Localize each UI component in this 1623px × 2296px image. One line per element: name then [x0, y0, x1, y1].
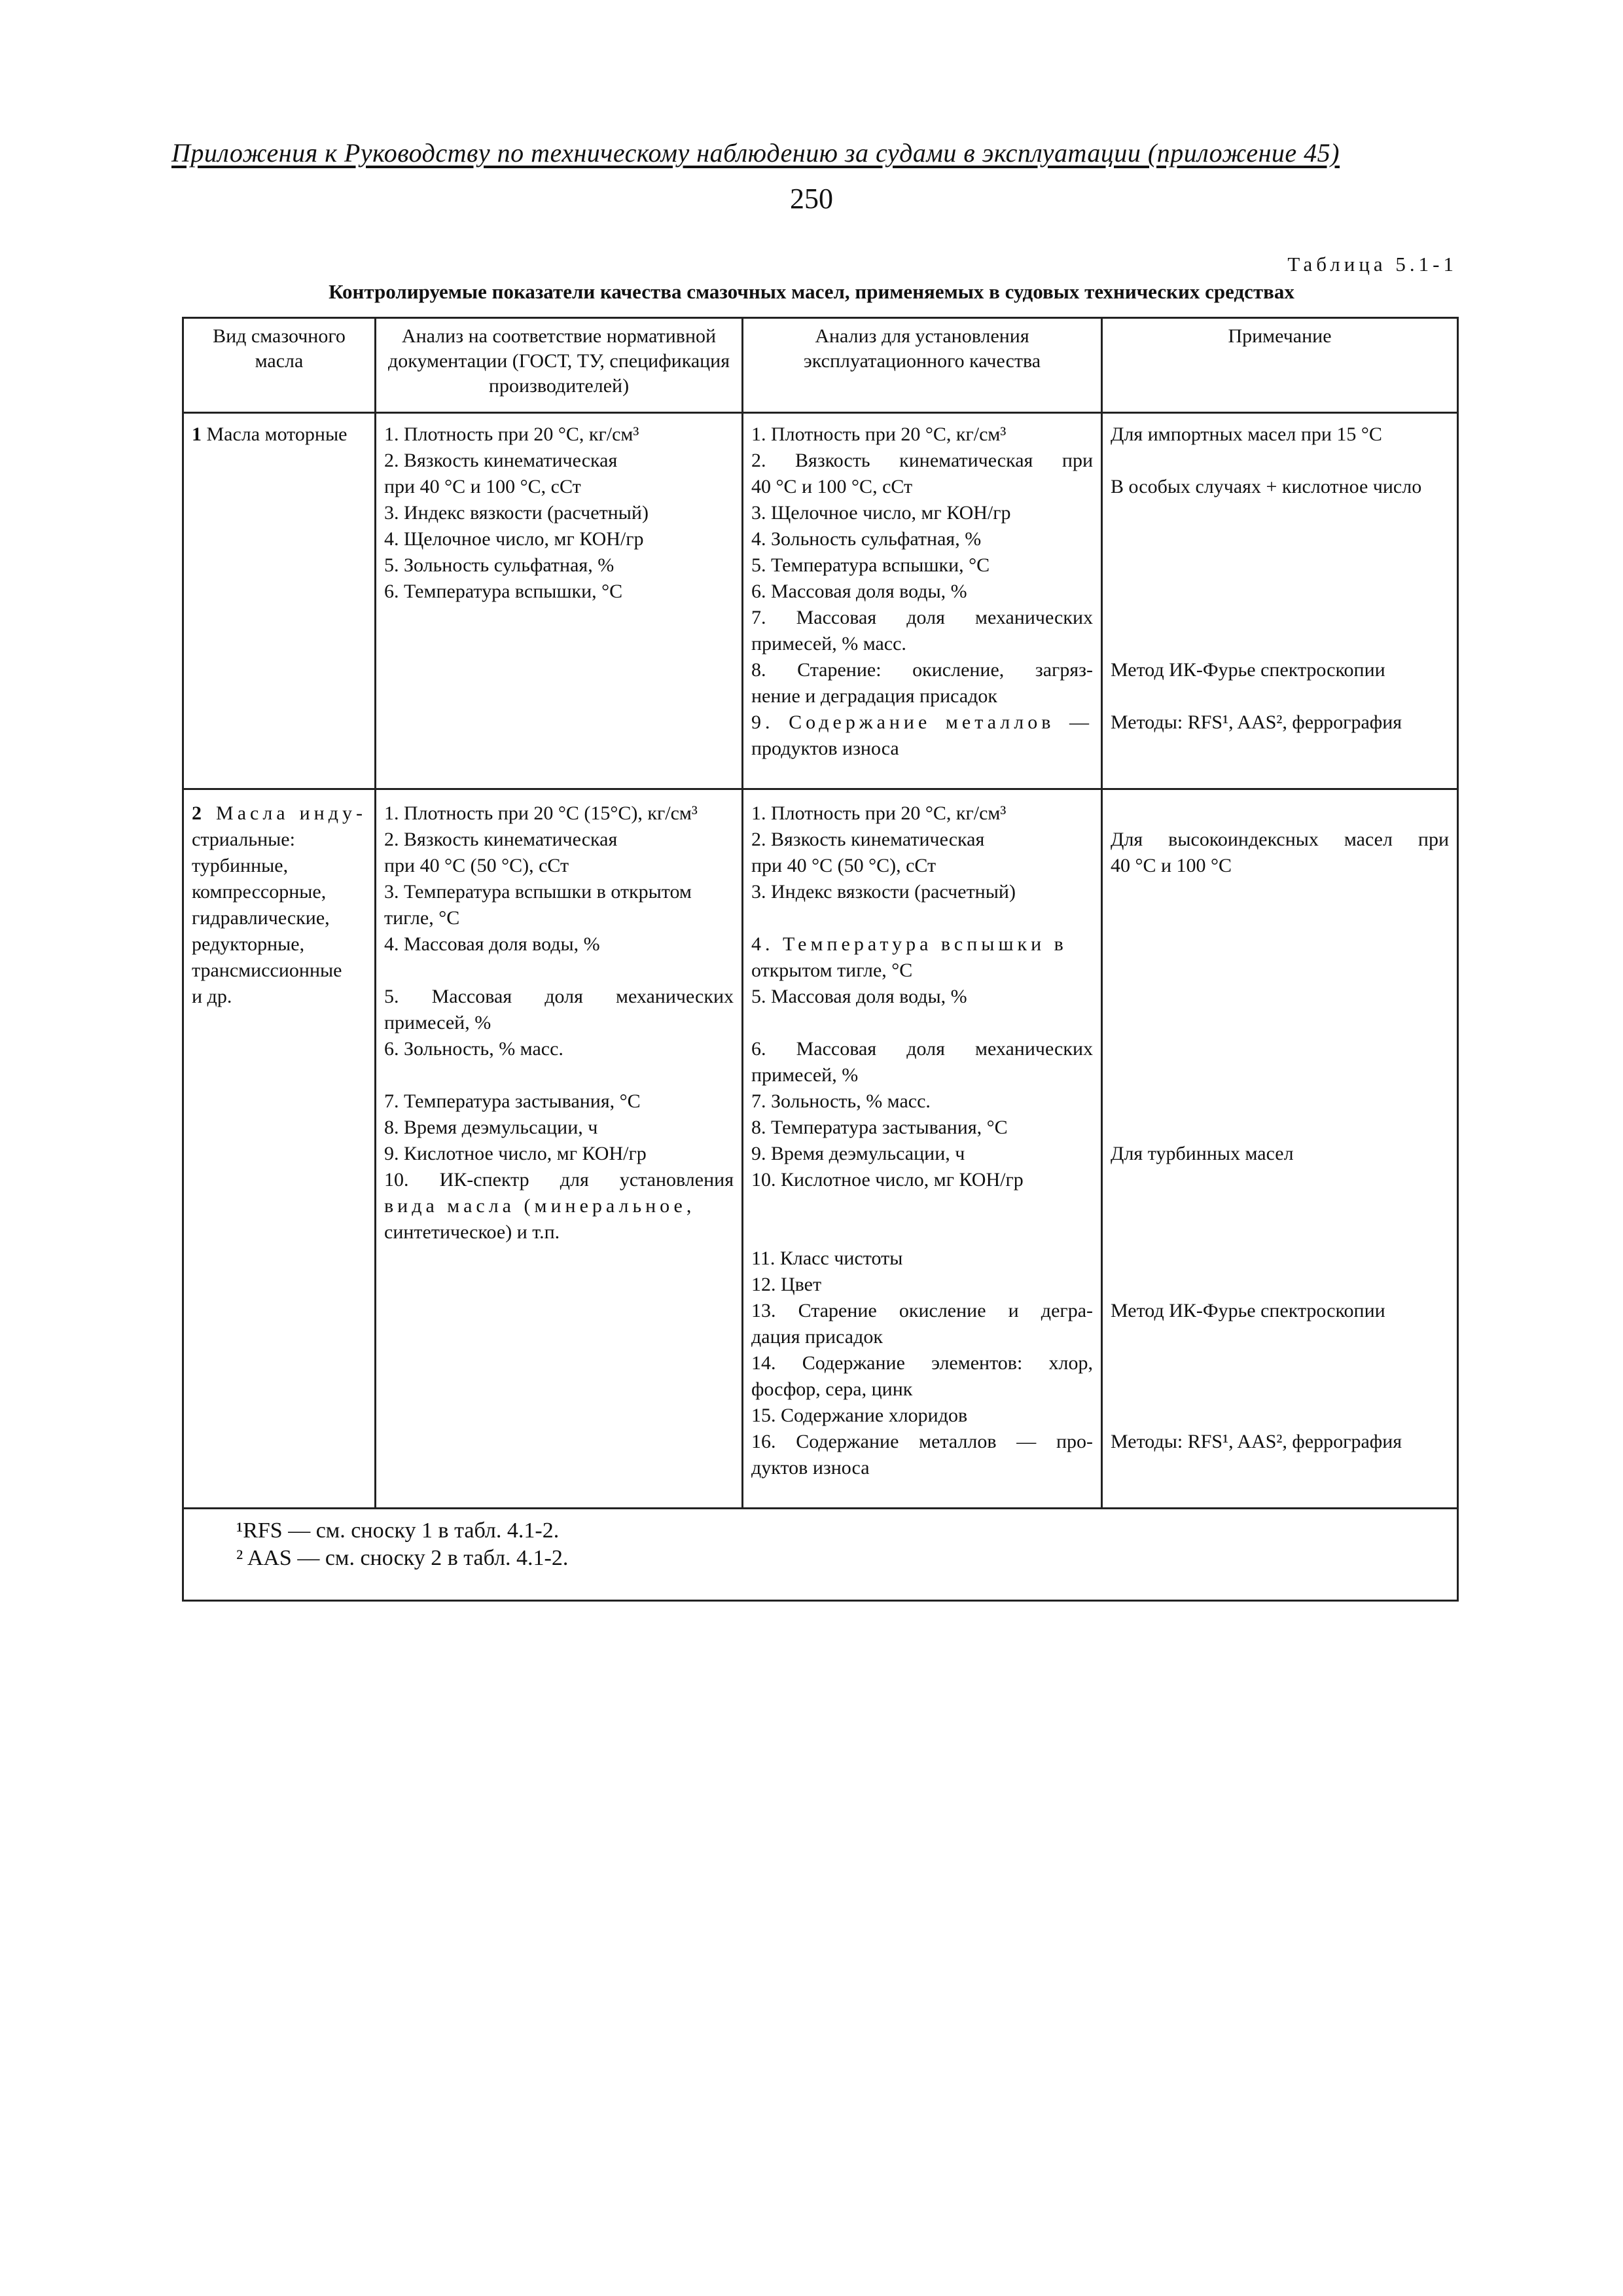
table-row-industrial-oils — [183, 789, 1458, 1509]
blank-line — [384, 1062, 734, 1088]
blank-line — [1111, 800, 1449, 827]
table-footnotes-row — [183, 1509, 1458, 1601]
note-cell — [1102, 789, 1458, 1509]
normative-line: 3. Температура вспышки в открытом — [384, 881, 692, 903]
category-number: 1 — [192, 423, 202, 445]
blank-line — [1111, 1115, 1449, 1141]
blank-line — [1111, 605, 1449, 631]
category-line: стриальные: — [192, 829, 295, 850]
operational-line: дация присадок — [751, 1326, 883, 1348]
normative-line: синтетическое) и т.п. — [384, 1221, 560, 1243]
normative-line: 1. Плотность при 20 °С (15°С), кг/см³ — [384, 802, 698, 824]
normative-line: тигле, °С — [384, 907, 460, 929]
note-line: 40 °С и 100 °С — [1111, 855, 1232, 876]
normative-line: 6. Температура вспышки, °С — [384, 581, 623, 602]
blank-line — [1111, 1193, 1449, 1219]
note-line: Методы: RFS¹, AAS², феррография — [1111, 711, 1402, 733]
page-number: 250 — [790, 183, 833, 215]
operational-line: 6. Массовая доля воды, % — [751, 581, 967, 602]
blank-line — [1111, 1324, 1449, 1350]
normative-line: примесей, % — [384, 1012, 491, 1033]
note-line: Для импортных масел при 15 °С — [1111, 423, 1382, 445]
operational-line: примесей, % масс. — [751, 633, 906, 655]
operational-line: 3. Индекс вязкости (расчетный) — [751, 881, 1016, 903]
operational-line: 8. Температура застывания, °С — [751, 1117, 1008, 1138]
blank-line — [1111, 631, 1449, 657]
blank-line — [1111, 984, 1449, 1010]
operational-line: продуктов износа — [751, 738, 899, 759]
blank-line — [1111, 448, 1449, 474]
blank-line — [1111, 879, 1449, 905]
note-line: Методы: RFS¹, AAS², феррография — [1111, 1431, 1402, 1452]
normative-line: 10. ИК-спектр для установления — [384, 1169, 734, 1191]
normative-line: 3. Индекс вязкости (расчетный) — [384, 502, 649, 524]
operational-line: 4. Температура вспышки в — [751, 933, 1067, 955]
blank-line — [1111, 1010, 1449, 1036]
blank-line — [751, 1193, 1093, 1219]
operational-line: 5. Массовая доля воды, % — [751, 986, 967, 1007]
operational-line: 1. Плотность при 20 °С, кг/см³ — [751, 423, 1007, 445]
operational-line: 3. Щелочное число, мг КОН/гр — [751, 502, 1011, 524]
blank-line — [1111, 579, 1449, 605]
blank-line — [751, 1219, 1093, 1246]
blank-line — [1111, 905, 1449, 931]
operational-line: фосфор, сера, цинк — [751, 1378, 913, 1400]
operational-line: 1. Плотность при 20 °С, кг/см³ — [751, 802, 1007, 824]
operational-line: 7. Массовая доля механических — [751, 607, 1093, 628]
blank-line — [1111, 1246, 1449, 1272]
category-line: компрессорные, — [192, 881, 327, 903]
footnote-rfs: ¹RFS — см. сноску 1 в табл. 4.1-2. — [236, 1518, 560, 1543]
operational-line: 9. Время деэмульсации, ч — [751, 1143, 965, 1164]
operational-analysis-cell — [743, 413, 1102, 789]
operational-line: 11. Класс чистоты — [751, 1247, 903, 1269]
blank-line — [1111, 683, 1449, 709]
blank-line — [1111, 552, 1449, 579]
operational-line: 9. Содержание металлов — — [751, 711, 1093, 733]
blank-line — [1111, 1036, 1449, 1062]
blank-line — [1111, 500, 1449, 526]
operational-line: 4. Зольность сульфатная, % — [751, 528, 982, 550]
operational-line: 6. Массовая доля механических — [751, 1038, 1093, 1060]
footnote-aas: ² AAS — см. сноску 2 в табл. 4.1-2. — [236, 1546, 569, 1570]
note-line: Для высокоиндексных масел при — [1111, 829, 1449, 850]
blank-line — [384, 958, 734, 984]
category-line: и др. — [192, 986, 232, 1007]
column-header-note: Примечание — [1102, 318, 1458, 413]
note-cell — [1102, 413, 1458, 789]
blank-line — [1111, 526, 1449, 552]
operational-line: при 40 °С (50 °С), сСт — [751, 855, 936, 876]
normative-line: 8. Время деэмульсации, ч — [384, 1117, 598, 1138]
footnotes-cell — [183, 1509, 1458, 1601]
normative-line: при 40 °С (50 °С), сСт — [384, 855, 569, 876]
blank-line — [1111, 958, 1449, 984]
operational-line: 8. Старение: окисление, загряз- — [751, 659, 1093, 681]
normative-analysis-cell — [376, 413, 743, 789]
category-label: Масла инду- — [205, 802, 366, 824]
blank-line — [1111, 1062, 1449, 1088]
blank-line — [1111, 1376, 1449, 1403]
operational-line: 40 °С и 100 °С, сСт — [751, 476, 913, 497]
normative-line: 1. Плотность при 20 °С, кг/см³ — [384, 423, 639, 445]
column-header-operational-analysis: Анализ для установления эксплуатационного качества — [743, 318, 1102, 413]
blank-line — [1111, 931, 1449, 958]
column-header-oil-type: Вид смазочного масла — [183, 318, 376, 413]
normative-line: 7. Температура застывания, °С — [384, 1090, 641, 1112]
operational-line: 12. Цвет — [751, 1274, 822, 1295]
operational-line: 10. Кислотное число, мг КОН/гр — [751, 1169, 1024, 1191]
operational-line: 13. Старение окисление и дегра- — [751, 1300, 1093, 1321]
operational-line: 16. Содержание металлов — про- — [751, 1431, 1093, 1452]
quality-indicators-table — [182, 317, 1459, 1602]
category-line — [192, 800, 366, 827]
category-label: Масла моторные — [202, 423, 348, 445]
table-title: Контролируемые показатели качества смазочных масел, применяемых в судовых технических средствах — [329, 280, 1294, 303]
note-line: Метод ИК-Фурье спектроскопии — [1111, 1300, 1385, 1321]
blank-line — [1111, 1167, 1449, 1193]
operational-line: дуктов износа — [751, 1457, 870, 1479]
note-line: В особых случаях + кислотное число — [1111, 476, 1422, 497]
blank-line — [1111, 1403, 1449, 1429]
operational-analysis-cell — [743, 789, 1102, 1509]
blank-line — [1111, 1219, 1449, 1246]
normative-line: при 40 °С и 100 °С, сСт — [384, 476, 581, 497]
normative-line: 4. Щелочное число, мг КОН/гр — [384, 528, 644, 550]
blank-line — [1111, 1350, 1449, 1376]
blank-line — [1111, 1088, 1449, 1115]
operational-line: открытом тигле, °С — [751, 960, 913, 981]
blank-line — [751, 905, 1093, 931]
normative-line: 5. Зольность сульфатная, % — [384, 554, 615, 576]
normative-line: 6. Зольность, % масс. — [384, 1038, 563, 1060]
note-line: Метод ИК-Фурье спектроскопии — [1111, 659, 1385, 681]
category-line — [192, 422, 366, 448]
normative-analysis-cell — [376, 789, 743, 1509]
operational-line: 5. Температура вспышки, °С — [751, 554, 990, 576]
oil-category-cell — [183, 413, 376, 789]
category-number: 2 — [192, 802, 205, 824]
operational-line: 14. Содержание элементов: хлор, — [751, 1352, 1093, 1374]
blank-line — [1111, 1272, 1449, 1298]
operational-line: примесей, % — [751, 1064, 859, 1086]
operational-line: 7. Зольность, % масс. — [751, 1090, 931, 1112]
category-line: турбинные, — [192, 855, 289, 876]
normative-line: 4. Массовая доля воды, % — [384, 933, 600, 955]
category-line: редукторные, — [192, 933, 305, 955]
normative-line: 9. Кислотное число, мг КОН/гр — [384, 1143, 647, 1164]
operational-line: 2. Вязкость кинематическая — [751, 829, 985, 850]
operational-line: 2. Вязкость кинематическая при — [751, 450, 1093, 471]
normative-line: 5. Массовая доля механических — [384, 986, 734, 1007]
note-line: Для турбинных масел — [1111, 1143, 1294, 1164]
column-header-normative-analysis: Анализ на соответствие нормативной документации (ГОСТ, ТУ, спецификация производителей) — [376, 318, 743, 413]
operational-line: 15. Содержание хлоридов — [751, 1405, 968, 1426]
table-label: Таблица 5.1-1 — [1287, 253, 1457, 276]
normative-line: 2. Вязкость кинематическая — [384, 450, 618, 471]
running-title: Приложения к Руководству по техническому наблюдению за судами в эксплуатации (приложение 45) — [171, 138, 1340, 168]
blank-line — [751, 1010, 1093, 1036]
normative-line: вида масла (минеральное, — [384, 1195, 696, 1217]
normative-line: 2. Вязкость кинематическая — [384, 829, 618, 850]
category-line: трансмиссионные — [192, 960, 342, 981]
operational-line: нение и деградация присадок — [751, 685, 997, 707]
category-line: гидравлические, — [192, 907, 330, 929]
table-row-motor-oils — [183, 413, 1458, 789]
table-header-row — [183, 318, 1458, 413]
oil-category-cell — [183, 789, 376, 1509]
